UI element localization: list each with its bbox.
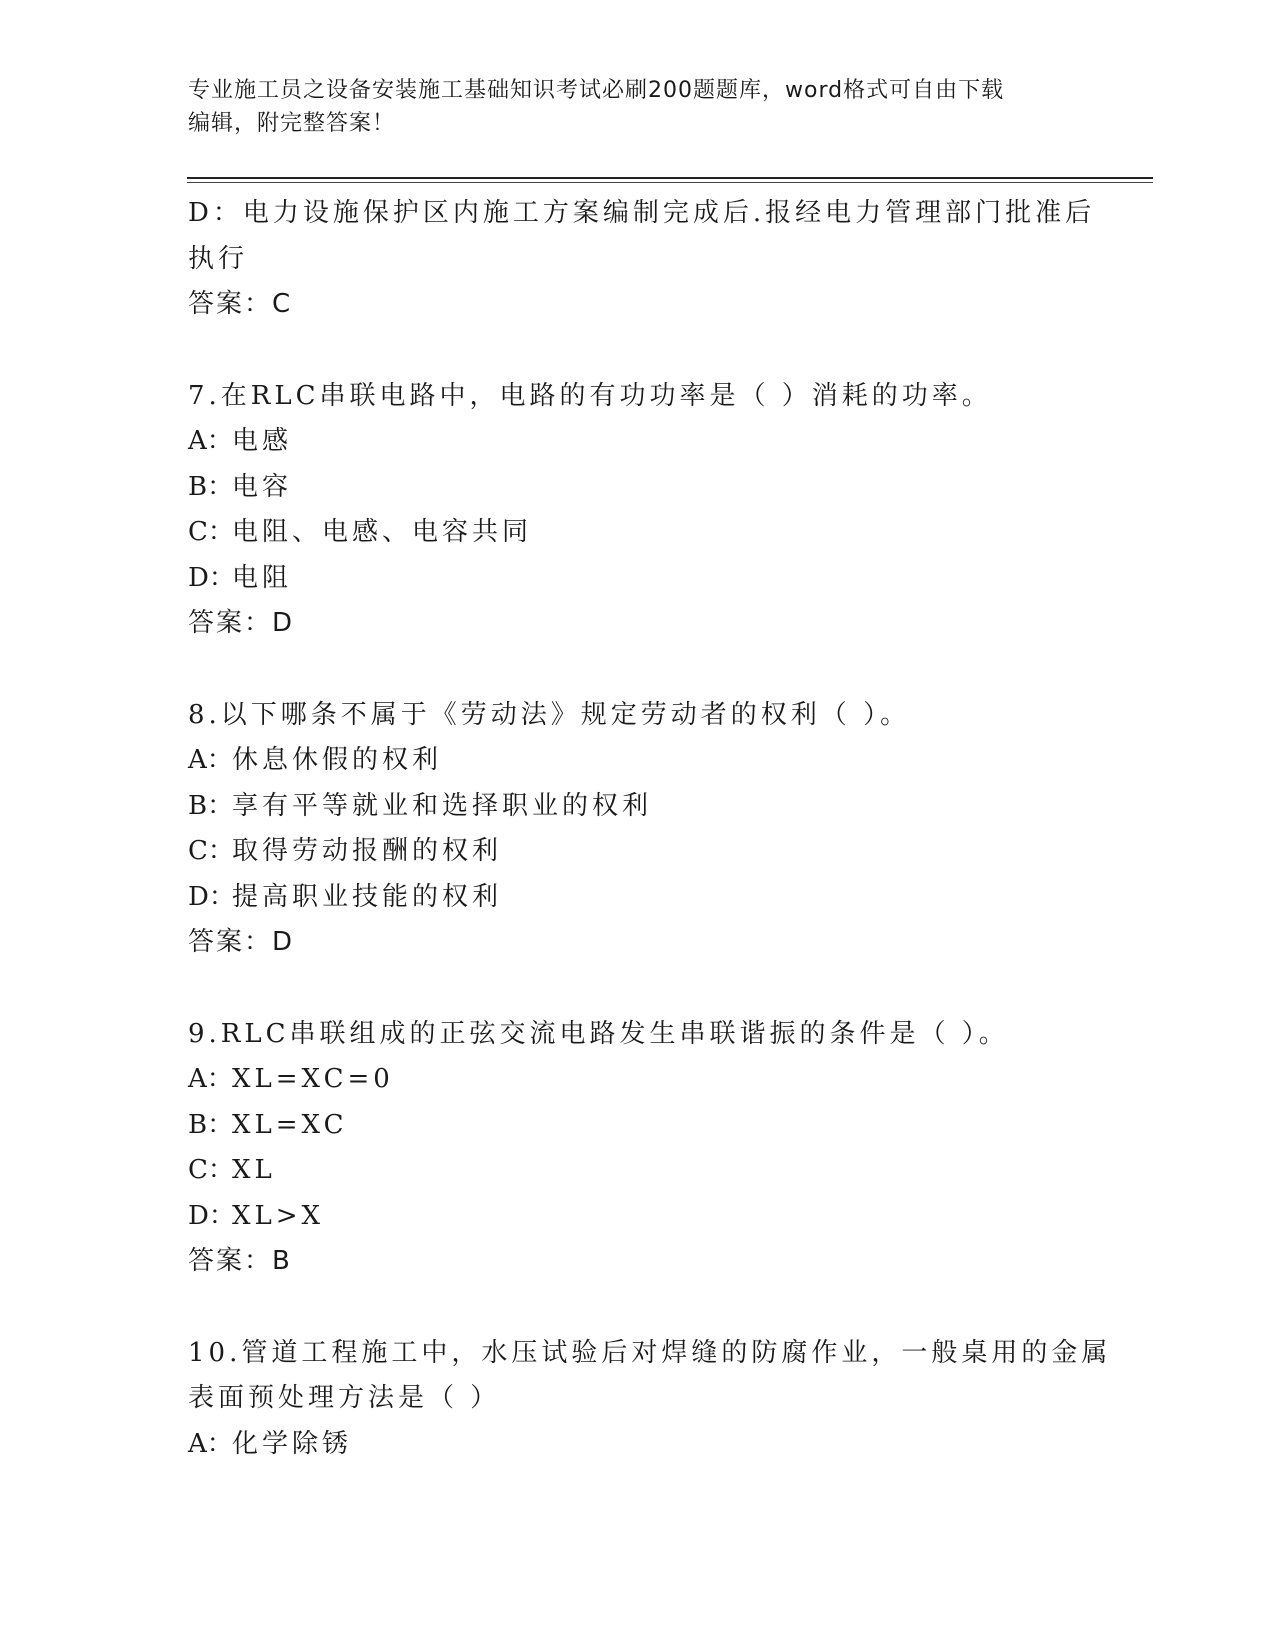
option-d: [188, 875, 1088, 921]
option-text: XL=XC: [232, 1109, 348, 1140]
option-text: XL=XC=0: [232, 1064, 394, 1094]
option-text: 化学除锈: [232, 1428, 353, 1459]
header-line-1: 专业施工员之设备安装施工基础知识考试必刷200题题库，word格式可自由下载: [188, 78, 1005, 103]
question-content: [188, 191, 1112, 1467]
question-9: [188, 1012, 1088, 1285]
option-label: B：: [188, 790, 234, 821]
answer: 答案：C: [188, 289, 293, 319]
option-b: [188, 465, 1088, 511]
option-text: 提高职业技能的权利: [232, 881, 503, 912]
question-7: [188, 374, 1088, 647]
option-d: D：电力设施保护区内施工方案编制完成后.报经电力管理部门批准后: [188, 198, 1096, 228]
question-stem: 10.管道工程施工中，水压试验后对焊缝的防腐作业，一般桌用的金属: [188, 1337, 1112, 1368]
option-a: [188, 419, 1088, 465]
option-label: D：: [188, 1200, 235, 1231]
option-text: 取得劳动报酬的权利: [232, 836, 503, 866]
option-label: B：: [188, 471, 234, 502]
option-text: 休息休假的权利: [232, 745, 443, 775]
option-label: A：: [188, 1064, 233, 1094]
question-stem-continued: 表面预处理方法是（ ）: [188, 1383, 501, 1413]
option-text: XL>X: [232, 1200, 325, 1231]
option-d: [188, 556, 1088, 602]
option-b: [188, 784, 1088, 830]
option-a: [188, 1422, 1088, 1468]
document-header: [188, 74, 1068, 140]
header-divider-thick: [187, 177, 1153, 179]
answer: 答案：D: [188, 927, 295, 957]
answer: 答案：D: [188, 608, 295, 638]
option-label: A：: [188, 745, 233, 775]
option-label: C：: [188, 517, 234, 547]
option-label: D：: [188, 562, 235, 593]
option-text: 电阻: [232, 562, 293, 593]
question-stem: 9.RLC串联组成的正弦交流电路发生串联谐振的条件是（ ）。: [188, 1018, 1009, 1049]
option-text: 电容: [232, 471, 293, 502]
option-c: [188, 1148, 1088, 1194]
option-a: [188, 738, 1088, 784]
previous-question-tail: [188, 191, 1096, 328]
option-d: [188, 1194, 1088, 1240]
option-label: C：: [188, 1155, 234, 1185]
option-a: [188, 1057, 1088, 1103]
option-text: 电阻、电感、电容共同: [232, 517, 533, 547]
option-label: B：: [188, 1109, 234, 1140]
option-text: 电感: [232, 426, 293, 456]
question-10: [188, 1331, 1112, 1468]
header-divider-thin: [187, 182, 1153, 183]
header-line-2: 编辑，附完整答案！: [188, 111, 396, 136]
question-8: [188, 693, 1088, 966]
option-c: [188, 829, 1088, 875]
option-b: [188, 1103, 1088, 1149]
option-label: D：: [188, 881, 235, 912]
option-text: 享有平等就业和选择职业的权利: [232, 790, 653, 821]
option-label: C：: [188, 836, 234, 866]
question-stem: 8.以下哪条不属于《劳动法》规定劳动者的权利（ ）。: [188, 699, 911, 730]
answer: 答案：B: [188, 1246, 292, 1276]
option-label: A：: [188, 1428, 233, 1459]
question-stem: 7.在RLC串联电路中，电路的有功功率是（ ）消耗的功率。: [188, 380, 992, 411]
option-text: XL: [232, 1155, 276, 1185]
option-label: A：: [188, 426, 233, 456]
option-d-continued: 执行: [188, 243, 249, 274]
option-c: [188, 510, 1088, 556]
